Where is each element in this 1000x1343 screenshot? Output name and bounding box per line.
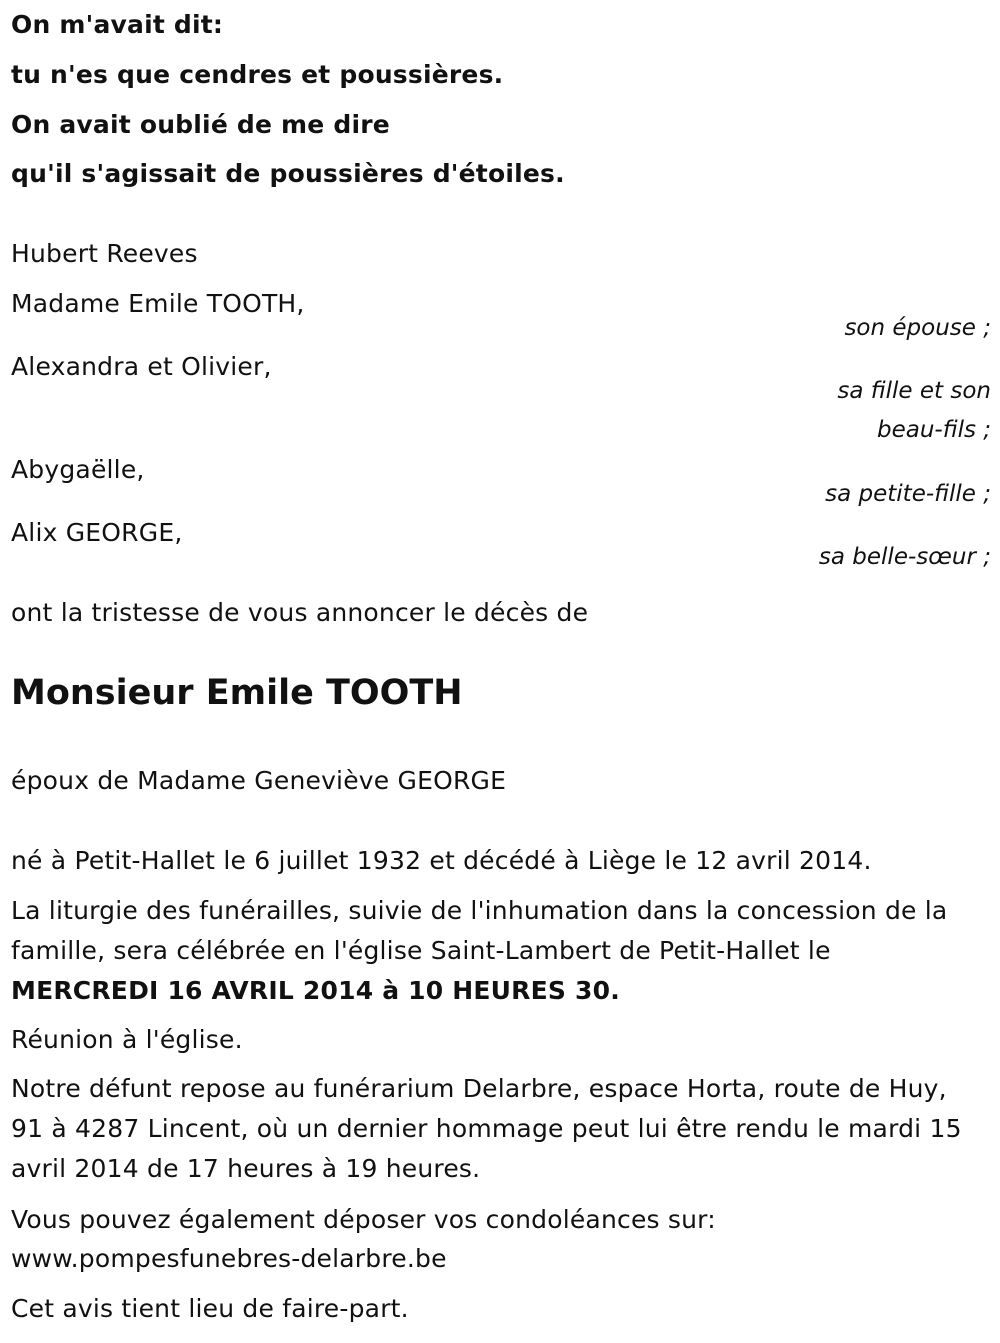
family-member-relation: beau-fils ;	[876, 417, 991, 443]
deceased-name: Monsieur Emile TOOTH	[11, 673, 463, 713]
funeral-paragraph	[11, 891, 986, 1011]
funeral-text: La liturgie des funérailles, suivie de l'inhumation dans la concession de la famille, sera célébrée en l'église Saint-Lambert de Petit-Hallet le	[11, 896, 948, 965]
family-member-relation: sa belle-sœur ;	[818, 544, 991, 570]
spouse-line: époux de Madame Geneviève GEORGE	[11, 766, 507, 795]
condolences-website-link[interactable]: www.pompesfunebres-delarbre.be	[11, 1244, 447, 1273]
family-member-name: Alexandra et Olivier,	[11, 352, 272, 381]
condolences-text: Vous pouvez également déposer vos condoléances sur:	[11, 1205, 716, 1234]
announcement-text: ont la tristesse de vous annoncer le décès de	[11, 598, 589, 627]
meeting-line: Réunion à l'église.	[11, 1025, 243, 1054]
quote-line-3: On avait oublié de me dire	[11, 110, 390, 139]
quote-line-4: qu'il s'agissait de poussières d'étoiles.	[11, 159, 565, 188]
family-member-name: Alix GEORGE,	[11, 518, 183, 547]
family-member-relation: sa fille et son	[837, 378, 991, 404]
family-member-name: Madame Emile TOOTH,	[11, 289, 305, 318]
birth-death-line: né à Petit-Hallet le 6 juillet 1932 et décédé à Liège le 12 avril 2014.	[11, 846, 872, 875]
quote-line-2: tu n'es que cendres et poussières.	[11, 60, 504, 89]
funeral-date-time: MERCREDI 16 AVRIL 2014 à 10 HEURES 30.	[11, 976, 620, 1005]
family-member-relation: sa petite-fille ;	[825, 481, 991, 507]
faire-part-notice: Cet avis tient lieu de faire-part.	[11, 1294, 409, 1323]
family-member-name: Abygaëlle,	[11, 455, 145, 484]
visitation-paragraph: Notre défunt repose au funérarium Delarbre, espace Horta, route de Huy, 91 à 4287 Lincent, où un dernier hommage peut lui être rendu le mardi 15 avril 2014 de 17 heures à 19 heures.	[11, 1074, 962, 1183]
quote-author: Hubert Reeves	[11, 239, 198, 268]
quote-line-1: On m'avait dit:	[11, 10, 224, 39]
family-member-relation: son épouse ;	[844, 315, 991, 341]
